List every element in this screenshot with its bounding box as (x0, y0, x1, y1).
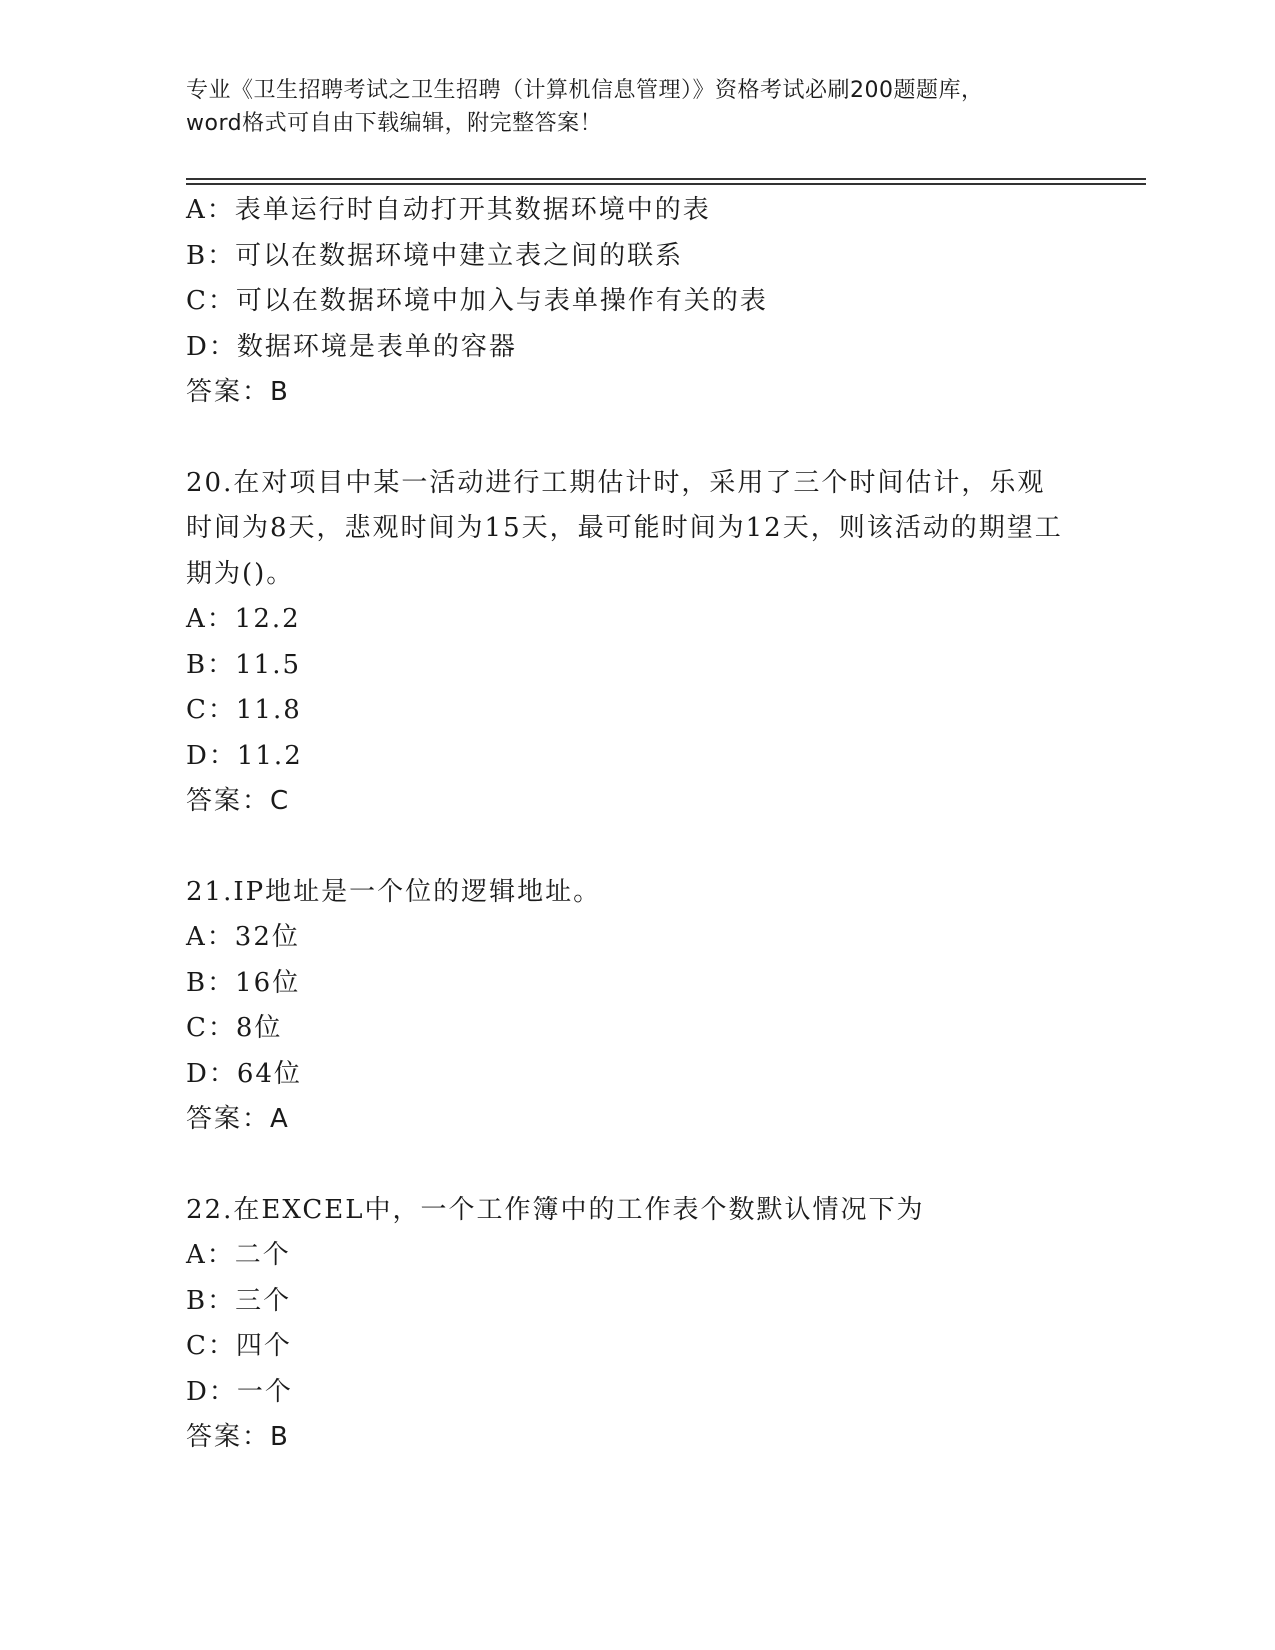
option-c: C：8位 (186, 1013, 283, 1043)
header-divider-bottom (186, 183, 1146, 185)
option-d: D：64位 (186, 1058, 302, 1089)
question-block-prev (186, 188, 1086, 416)
option-d: D：11.2 (186, 740, 303, 771)
question-block-21 (186, 870, 1086, 1143)
option-d: D：一个 (186, 1376, 293, 1407)
question-text: 21.IP地址是一个位的逻辑地址。 (186, 876, 602, 907)
option-c: C：四个 (186, 1331, 292, 1361)
question-text: 20.在对项目中某一活动进行工期估计时，采用了三个时间估计，乐观时间为8天，悲观时间为15天，最可能时间为12天，则该活动的期望工期为()。 (186, 467, 1063, 589)
option-c: C：11.8 (186, 695, 302, 725)
option-a: A：表单运行时自动打开其数据环境中的表 (186, 195, 711, 225)
option-b: B：11.5 (186, 649, 301, 680)
option-d: D：数据环境是表单的容器 (186, 331, 517, 362)
header-divider-top (186, 178, 1146, 180)
question-block-22 (186, 1188, 1086, 1461)
option-c: C：可以在数据环境中加入与表单操作有关的表 (186, 286, 768, 316)
document-header (186, 74, 1086, 140)
question-block-20 (186, 461, 1086, 825)
answer: 答案：B (186, 1422, 290, 1452)
option-b: B：16位 (186, 967, 301, 998)
header-line-2: word格式可自由下载编辑，附完整答案！ (186, 111, 603, 136)
spacer (186, 1143, 1086, 1188)
header-line-1: 专业《卫生招聘考试之卫生招聘（计算机信息管理）》资格考试必刷200题题库， (186, 78, 984, 103)
option-b: B：可以在数据环境中建立表之间的联系 (186, 240, 684, 271)
question-content (186, 188, 1086, 1461)
option-b: B：三个 (186, 1285, 292, 1316)
answer: 答案：C (186, 786, 291, 816)
question-text: 22.在EXCEL中，一个工作簿中的工作表个数默认情况下为 (186, 1194, 925, 1225)
answer: 答案：B (186, 377, 290, 407)
spacer (186, 825, 1086, 870)
option-a: A：32位 (186, 922, 300, 952)
option-a: A：12.2 (186, 604, 301, 634)
spacer (186, 416, 1086, 461)
answer: 答案：A (186, 1104, 290, 1134)
option-a: A：二个 (186, 1240, 291, 1270)
